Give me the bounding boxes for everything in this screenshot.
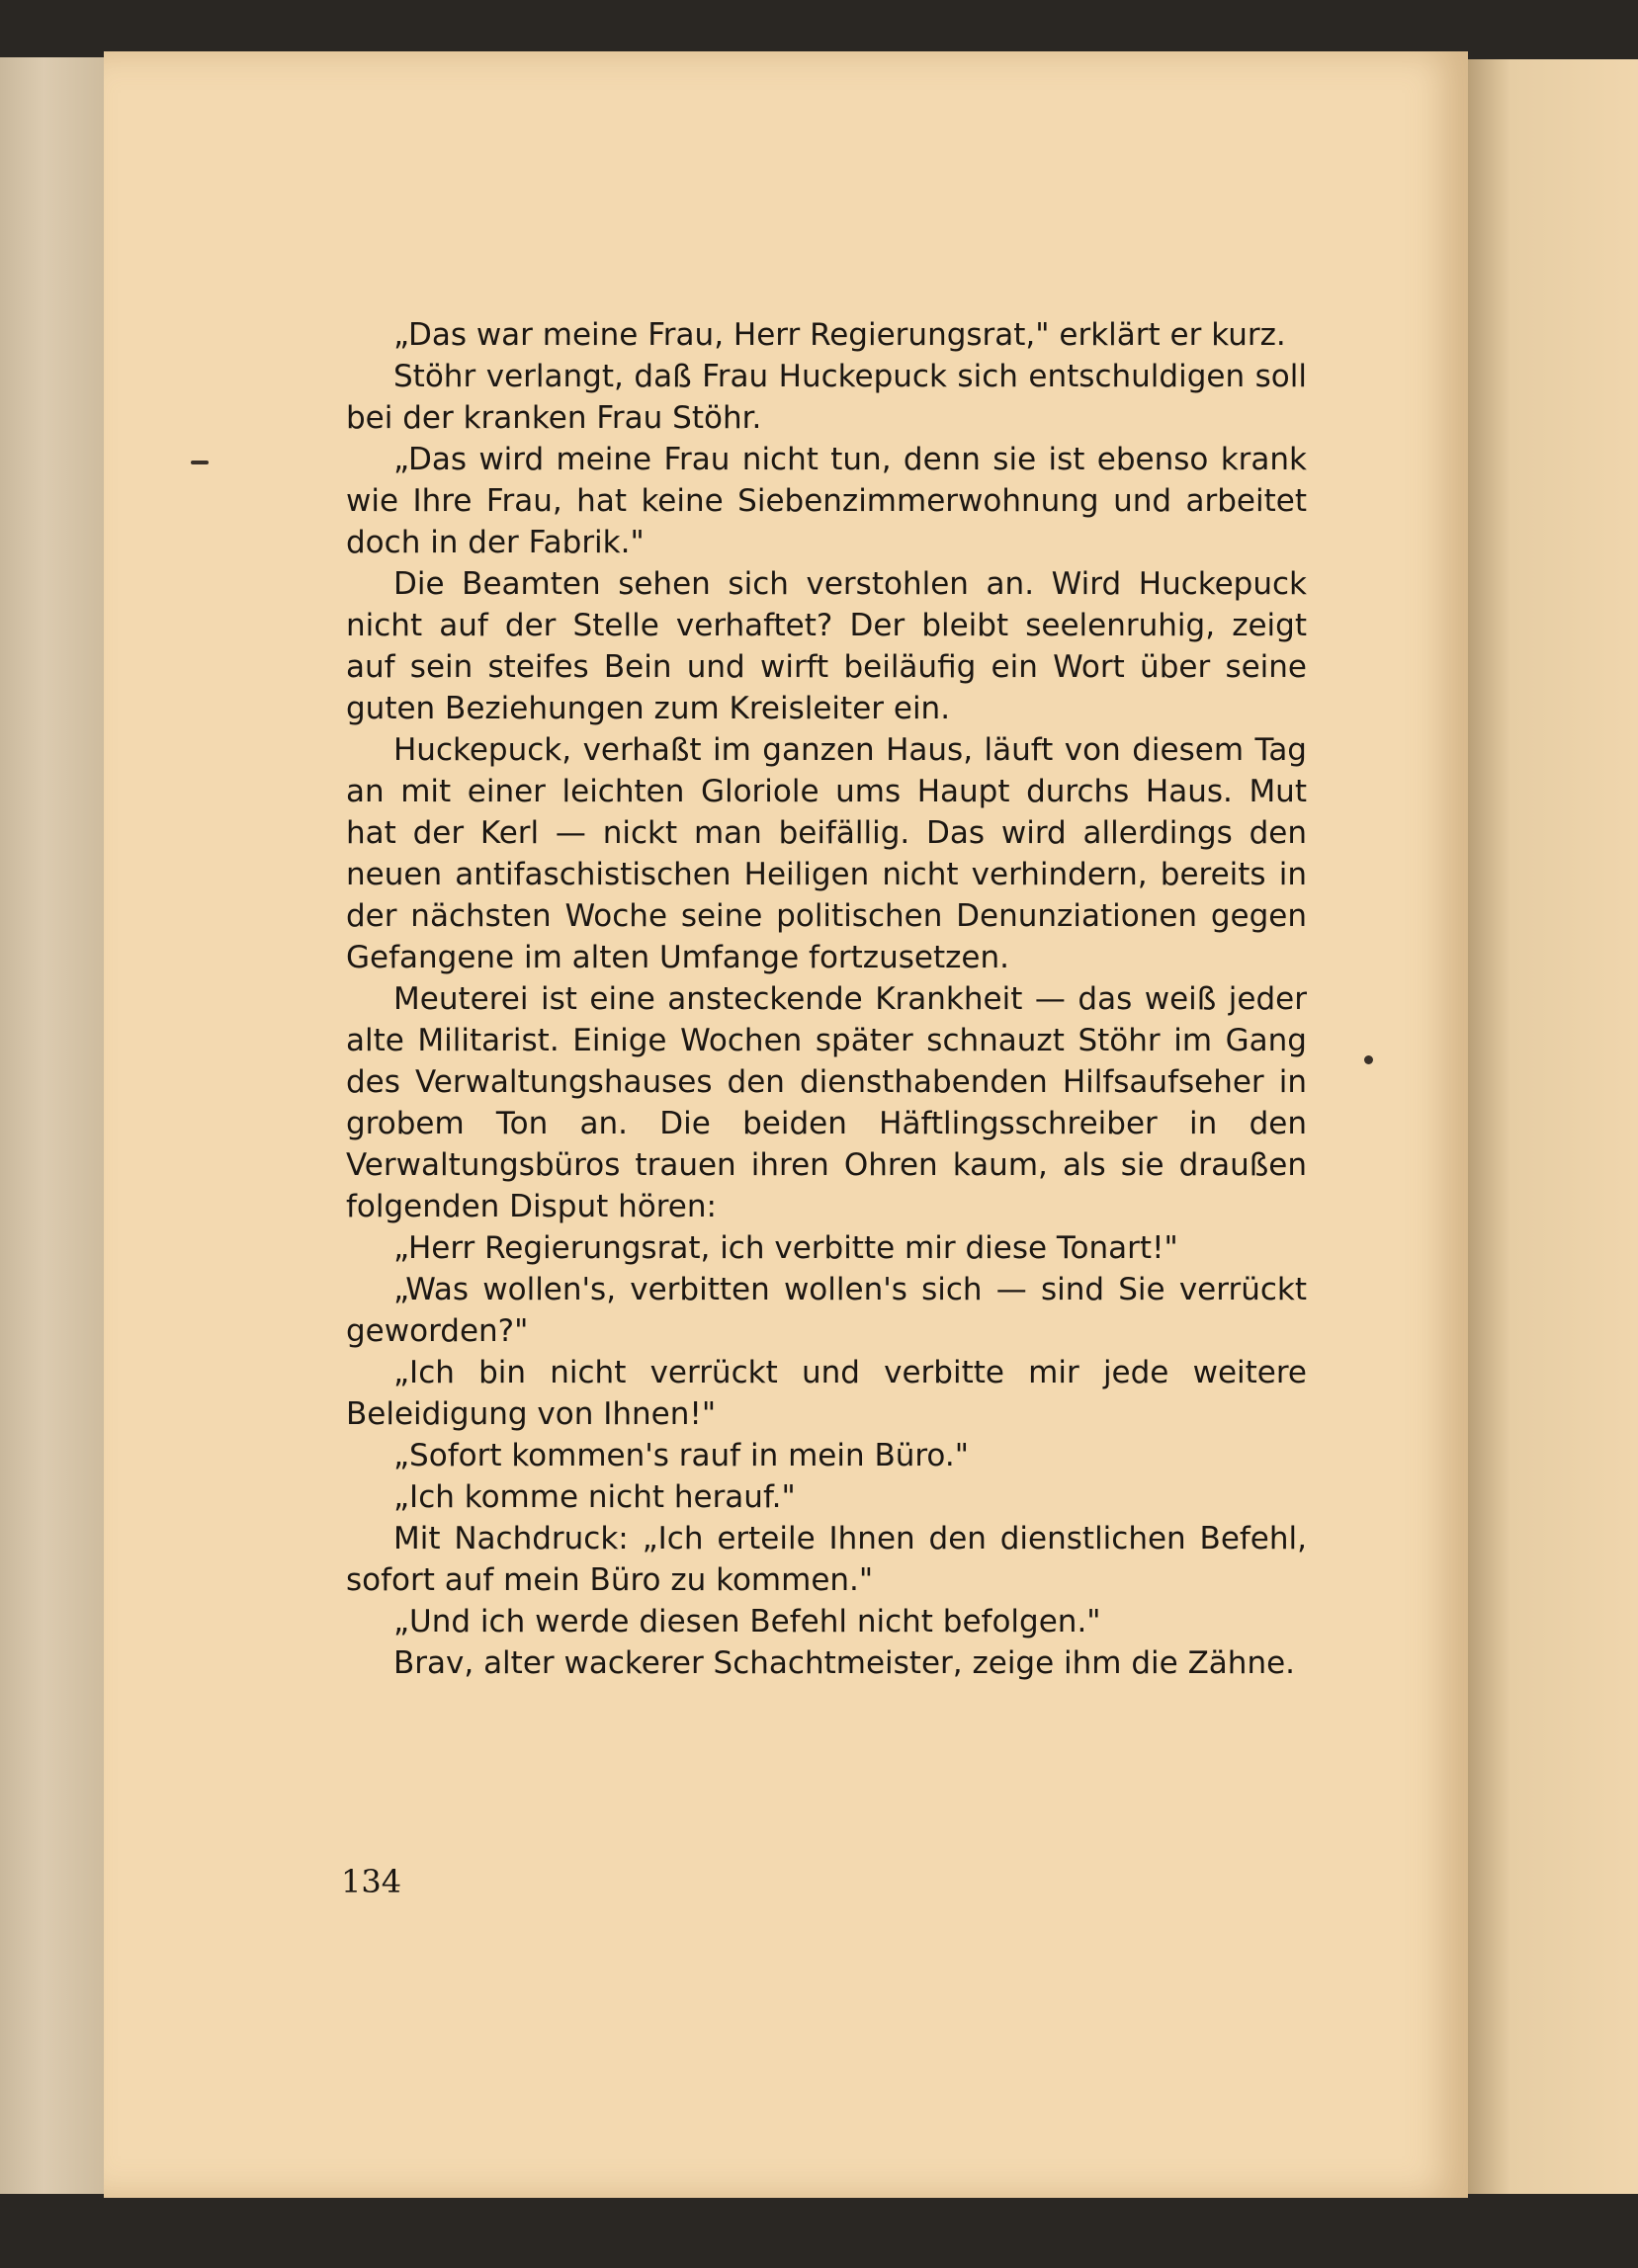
- paragraph: „Das war meine Frau, Herr Regierungsrat," erklärt er kurz.: [393, 317, 1286, 353]
- paragraph: „Ich bin nicht verrückt und verbitte mir jede weitere Beleidigung von Ihnen!": [346, 1355, 1307, 1432]
- ink-dash: [191, 461, 209, 464]
- page-number: 134: [341, 1863, 402, 1900]
- paragraph: Stöhr verlangt, daß Frau Huckepuck sich entschuldigen soll bei der kranken Frau Stöhr.: [346, 359, 1307, 436]
- paragraph: „Und ich werde diesen Befehl nicht befolgen.": [393, 1604, 1101, 1639]
- ink-dot: [1364, 1055, 1373, 1064]
- book-page-edges: [0, 57, 109, 2194]
- paragraph: „Das wird meine Frau nicht tun, denn sie ist ebenso krank wie Ihre Frau, hat keine Siebenzimmerwohnung und arbeitet doch in der Fabrik.": [346, 442, 1307, 560]
- paragraph: „Ich komme nicht herauf.": [393, 1479, 796, 1515]
- paragraph: Huckepuck, verhaßt im ganzen Haus, läuft von diesem Tag an mit einer leichten Gloriole ums Haupt durchs Haus. Mut hat der Kerl — nickt man beifällig. Das wird allerdings den neuen antifaschistischen Heiligen nicht verhindern, bereits in der nächsten Woche seine politischen Denunziationen gegen Gefangene im alten Umfange fortzusetzen.: [346, 732, 1307, 975]
- paragraph: „Was wollen's, verbitten wollen's sich — sind Sie verrückt geworden?": [346, 1272, 1307, 1349]
- paragraph: „Sofort kommen's rauf in mein Büro.": [393, 1438, 969, 1473]
- paragraph: Meuterei ist eine ansteckende Krankheit — das weiß jeder alte Militarist. Einige Wochen später schnauzt Stöhr im Gang des Verwaltungshauses den diensthabenden Hilfsaufseher in grobem Ton an. Die beiden Häftlingsschreiber in den Verwaltungsbüros trauen ihren Ohren kaum, als sie draußen folgenden Disput hören:: [346, 981, 1307, 1224]
- paragraph: Mit Nachdruck: „Ich erteile Ihnen den dienstlichen Befehl, sofort auf mein Büro zu kommen.": [346, 1521, 1307, 1598]
- body-text: [346, 314, 1307, 1684]
- facing-page-edge: [1468, 59, 1638, 2194]
- paragraph: „Herr Regierungsrat, ich verbitte mir diese Tonart!": [393, 1230, 1178, 1266]
- paragraph: Die Beamten sehen sich verstohlen an. Wird Huckepuck nicht auf der Stelle verhaftet? Der bleibt seelenruhig, zeigt auf sein steifes Bein und wirft beiläufig ein Wort über seine guten Beziehungen zum Kreisleiter ein.: [346, 566, 1307, 726]
- paragraph: Brav, alter wackerer Schachtmeister, zeige ihm die Zähne.: [393, 1645, 1296, 1681]
